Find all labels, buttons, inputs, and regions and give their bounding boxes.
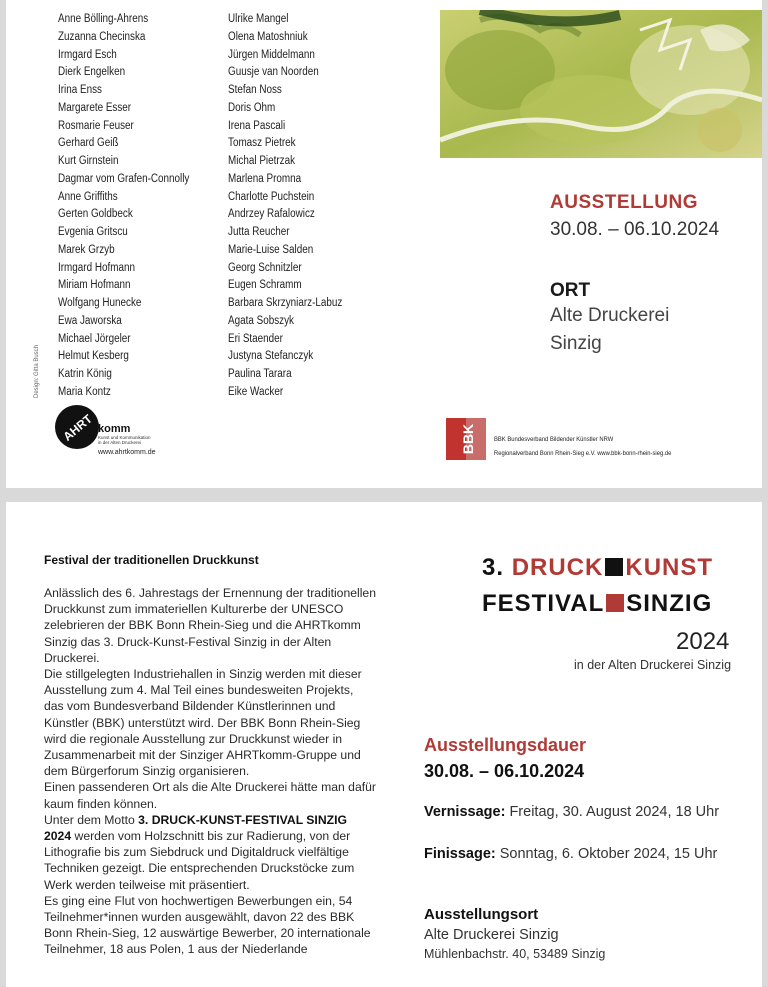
artist-name: Marie-Luise Salden: [228, 243, 314, 256]
duration-dates: 30.08. – 06.10.2024: [424, 761, 585, 781]
paragraph-4-intro: Unter dem Motto: [44, 812, 139, 827]
bbk-regional-info: Regionalverband Bonn Rhein-Sieg e.V. www.bbk-bonn-rhein-sieg.de: [494, 450, 672, 457]
artist-name: Ulrike Mangel: [228, 13, 289, 25]
artist-name: Irina Enss: [58, 84, 102, 96]
artist-name: Gerhard Geiß: [58, 137, 119, 150]
artist-name: Eri Staender: [228, 332, 283, 345]
ahrtkomm-logo-text: AHRT: [60, 411, 95, 444]
artist-name: Barbara Skrzyniarz-Labuz: [228, 297, 343, 309]
festival-heading: Festival der traditionellen Druckkunst: [44, 553, 259, 567]
red-square-icon: [606, 594, 624, 612]
artist-list-right: [228, 11, 342, 402]
ahrtkomm-wordmark: [98, 424, 151, 445]
paragraph-3: Einen passenderen Ort als die Alte Druckerei hätte man dafür kaum finden können.: [44, 780, 376, 811]
artist-name: Eike Wacker: [228, 385, 284, 398]
vernissage-info: [424, 804, 719, 820]
artist-name: Doris Ohm: [228, 101, 276, 114]
artist-name: Miriam Hofmann: [58, 279, 131, 292]
artist-name: Anne Bölling-Ahrens: [58, 13, 149, 25]
artist-name: Jürgen Middelmann: [228, 48, 315, 61]
paragraph-4: [44, 812, 376, 893]
finissage-info: [424, 846, 717, 862]
artist-name: Charlotte Puchstein: [228, 190, 315, 203]
paragraph-5: Es ging eine Flut von hochwertigen Bewerbungen ein, 54 Teilnehmer*innen wurden ausgewählt, davon 22 des BBK Bonn Rhein-Sieg, 12 auswärtige Bewerber, 20 internationale Teilnehmer, 18 aus Polen, 1 aus der Niederlande: [44, 893, 371, 957]
artist-name: Michael Jörgeler: [58, 332, 131, 345]
artwork-image: [440, 10, 762, 158]
bbk-logo-text: BBK: [460, 423, 476, 455]
location-line-2: Sinzig: [550, 333, 602, 354]
festival-subtitle: in der Alten Druckerei Sinzig: [574, 658, 732, 672]
location-heading: ORT: [550, 280, 591, 301]
bbk-org-name: BBK Bundesverband Bildender Künstler NRW: [494, 436, 614, 443]
title-kunst: KUNST: [625, 554, 714, 581]
paragraph-1: Anlässlich des 6. Jahrestags der Ernennung der traditionellen Druckkunst zum immateriellen Kulturerbe der UNESCO zelebrieren der BBK Bonn Rhein-Sieg und die AHRTkomm Sinzig das 3. Druck-Kunst-Festival Sinzig in der Alten Druckerei.: [44, 586, 376, 665]
artist-name: Marlena Promna: [228, 172, 302, 185]
artist-name: Helmut Kesberg: [58, 350, 129, 363]
artist-name: Dierk Engelken: [58, 66, 126, 79]
festival-title-line-1: [482, 554, 713, 582]
black-square-icon: [605, 558, 623, 576]
title-druck: DRUCK: [511, 554, 604, 581]
ahrtkomm-tagline-2: in der Alten Druckerei: [98, 440, 142, 445]
artist-name: Olena Matoshniuk: [228, 30, 308, 43]
artist-name: Justyna Stefanczyk: [228, 350, 314, 363]
vernissage-date: Freitag, 30. August 2024, 18 Uhr: [505, 804, 720, 820]
artist-name: Irena Pascali: [228, 119, 286, 132]
ahrtkomm-tagline-1: Kunst und Kommunikation: [98, 435, 151, 440]
festival-motto: 3. DRUCK-KUNST-FESTIVAL SINZIG 2024: [44, 812, 347, 844]
artist-name: Irmgard Hofmann: [58, 261, 135, 274]
vernissage-label: Vernissage:: [424, 804, 506, 820]
artist-name: Agata Sobszyk: [228, 314, 294, 327]
artist-name: Eugen Schramm: [228, 279, 302, 292]
artist-name: Gerten Goldbeck: [58, 208, 133, 221]
artist-name: Jutta Reucher: [228, 226, 290, 238]
ahrtkomm-url: www.ahrtkomm.de: [98, 449, 156, 456]
flyer-front-panel: [6, 502, 762, 987]
flyer-back-panel: [6, 0, 762, 488]
artist-name: Margarete Esser: [58, 101, 132, 114]
design-credit: Design: Gitta Busch: [34, 344, 40, 398]
title-festival: FESTIVAL: [482, 590, 605, 617]
artist-name: Kurt Girnstein: [58, 155, 119, 167]
finissage-date: Sonntag, 6. Oktober 2024, 15 Uhr: [495, 846, 718, 862]
artist-list-left: [58, 11, 189, 402]
exhibition-heading: AUSSTELLUNG: [550, 192, 698, 213]
artist-name: Tomasz Pietrek: [228, 137, 296, 150]
bbk-logo-icon: [446, 418, 486, 460]
exhibition-dates: 30.08. – 06.10.2024: [550, 219, 720, 240]
venue-heading: Ausstellungsort: [424, 906, 539, 923]
artist-name: Marek Grzyb: [58, 243, 115, 256]
title-prefix: 3.: [482, 554, 512, 581]
artist-name: Guusje van Noorden: [228, 66, 319, 79]
artist-name: Maria Kontz: [58, 385, 111, 398]
artist-name: Georg Schnitzler: [228, 261, 302, 274]
paragraph-4-rest: werden vom Holzschnitt bis zur Radierung, von der Lithografie bis zum Siebdruck und Digitaldruck vielfältige Techniken gezeigt. Die entsprechenden Druckstöcke zum Werk werden teilweise mit präsentiert.: [44, 829, 355, 892]
ahrtkomm-name: komm: [98, 423, 131, 435]
venue-name: Alte Druckerei Sinzig: [424, 927, 559, 943]
artist-name: Rosmarie Feuser: [58, 119, 134, 132]
artist-name: Anne Griffiths: [58, 190, 118, 203]
artist-name: Michal Pietrzak: [228, 155, 296, 167]
festival-title-line-2: [482, 590, 712, 618]
paragraph-2: Die stillgelegten Industriehallen in Sinzig werden mit dieser Ausstellung zum 4. Mal Teil eines bundesweiten Projekts, das vom Bundesverband Bildender Künstlerinnen und Künstler (BBK) unterstützt wird. Der BBK Bonn Rhein-Sieg wird die regionale Ausstellung zur Druckkunst wieder in Zusammenarbeit mit der Sinziger AHRTkomm-Gruppe und dem Bürgerforum Sinzig organisieren.: [44, 667, 362, 779]
artist-name: Paulina Tarara: [228, 368, 292, 380]
location-line-1: Alte Druckerei: [550, 305, 670, 326]
festival-description: [44, 585, 376, 958]
artist-name: Andrzey Rafalowicz: [228, 208, 315, 221]
venue-address: Mühlenbachstr. 40, 53489 Sinzig: [424, 947, 606, 961]
finissage-label: Finissage:: [424, 846, 496, 862]
title-sinzig: SINZIG: [626, 590, 713, 617]
festival-year: 2024: [676, 628, 730, 655]
ahrtkomm-logo-icon: [54, 404, 100, 450]
artist-name: Ewa Jaworska: [58, 314, 122, 327]
artist-name: Wolfgang Hunecke: [58, 297, 142, 309]
artist-name: Dagmar vom Grafen-Connolly: [58, 172, 190, 185]
duration-heading: Ausstellungsdauer: [424, 735, 587, 755]
artist-name: Evgenia Gritscu: [58, 226, 128, 238]
artist-name: Irmgard Esch: [58, 48, 117, 61]
artist-name: Katrin König: [58, 368, 112, 380]
artist-name: Stefan Noss: [228, 84, 282, 96]
artist-name: Zuzanna Checinska: [58, 30, 146, 43]
